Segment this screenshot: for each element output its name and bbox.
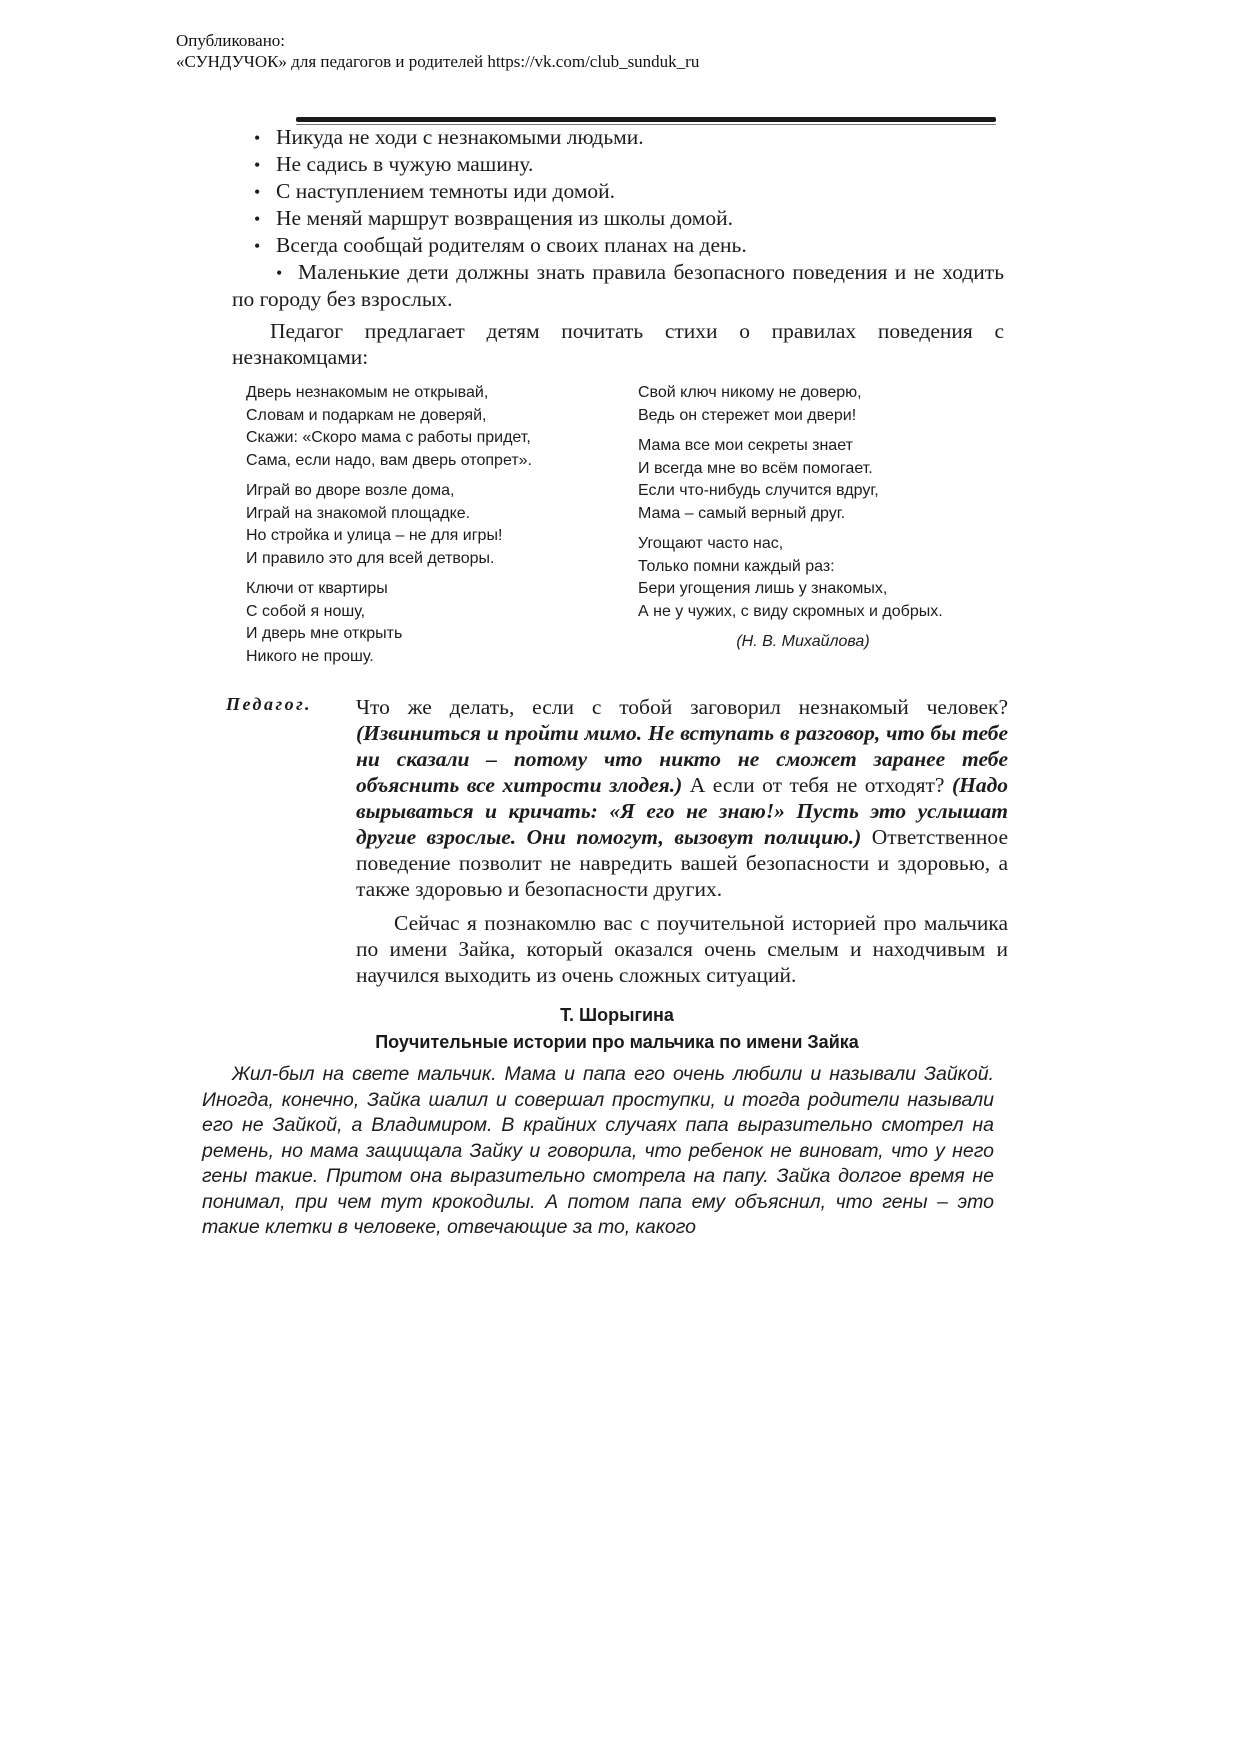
poem-line: Скажи: «Скоро мама с работы придет, (246, 429, 531, 446)
rule-text: Всегда сообщай родителям о своих планах на день. (276, 233, 747, 257)
list-item (232, 205, 1004, 232)
poem-column-right (638, 382, 1008, 654)
bullet-icon: • (254, 236, 261, 256)
poem-line: Играй во дворе возле дома, (246, 482, 455, 499)
stanza (638, 533, 1008, 623)
stanza (246, 382, 586, 472)
poem-line: Свой ключ никому не доверю, (638, 384, 862, 401)
speaker-label: Педагог. (226, 694, 313, 714)
poem-line: Мама – самый верный друг. (638, 504, 846, 522)
header-published-label: Опубликовано: (176, 31, 286, 50)
story-heading (226, 1002, 1008, 1056)
story-text: Жил-был на свете мальчик. Мама и папа его очень любили и называли Зайкой. Иногда, конечно, Зайка шалил и совершал проступки, и тогда родители называли его не Зайкой, а Владимиром. В крайних случаях папа выразительно смотрел на ремень, но мама защищала Зайку и говорила, что ребенок не виноват, что у него гены такие. Притом она выразительно смотрела на папу. Зайка долгое время не понимал, при чем тут крокодилы. А потом папа ему объяснил, что гены – это такие клетки в человеке, отвечающие за то, какого (202, 1063, 994, 1238)
poem-line: Но стройка и улица – не для игры! (246, 527, 503, 544)
rule-text: Не меняй маршрут возвращения из школы домой. (276, 206, 734, 230)
poem-author: (Н. В. Михайлова) (736, 633, 870, 650)
rule-text: Никуда не ходи с незнакомыми людьми. (276, 125, 644, 149)
poem-line: Сама, если надо, вам дверь отопрет». (246, 451, 532, 469)
poems-intro: Педагог предлагает детям почитать стихи о правилах поведения с незнакомцами: (232, 319, 1004, 369)
bullet-icon: • (254, 128, 261, 148)
rule-text: Не садись в чужую машину. (276, 152, 534, 176)
answer-text: (Надо вырываться и кричать: «Я его не знаю!» Пусть это услышат другие взрослые. Они помогут, вызовут полицию.) (356, 773, 1009, 849)
poem-line: Словам и подаркам не доверяй, (246, 406, 487, 424)
list-item (232, 124, 1004, 151)
stanza (246, 578, 586, 668)
publication-header (176, 30, 699, 72)
poem-line: Бери угощения лишь у знакомых, (638, 580, 888, 597)
list-item (232, 232, 1004, 259)
poem-line: И всегда мне во всём помогает. (638, 459, 873, 477)
rule-text: Маленькие дети должны знать правила безопасного поведения и не ходить по городу без взрослых. (232, 260, 1004, 311)
poem-line: Мама все мои секреты знает (638, 437, 853, 454)
poem-line: Никого не прошу. (246, 647, 374, 665)
stanza (638, 435, 1008, 525)
poem-line: Если что-нибудь случится вдруг, (638, 482, 879, 499)
list-item (232, 151, 1004, 178)
bullet-icon: • (254, 209, 261, 229)
list-item (232, 259, 1004, 312)
list-item (232, 178, 1004, 205)
speech-paragraph: Сейчас я познакомлю вас с поучительной историей про мальчика по имени Зайка, который оказался очень смелым и находчивым и научился выходить из очень сложных ситуаций. (356, 911, 1008, 987)
poem-line: Только помни каждый раз: (638, 557, 835, 575)
story-author: Т. Шорыгина (560, 1005, 674, 1025)
speech-text: Ответственное поведение позволит не навредить вашей безопасности и здоровью, а также здоровью и безопасности других. (356, 825, 1008, 901)
rule-text: С наступлением темноты иди домой. (276, 179, 616, 203)
poem-line: А не у чужих, с виду скромных и добрых. (638, 602, 943, 620)
poem-line: С собой я ношу, (246, 602, 366, 620)
poem-line: Ведь он стережет мои двери! (638, 406, 857, 424)
bullet-icon: • (254, 182, 261, 202)
poem-line: Играй на знакомой площадке. (246, 504, 471, 522)
safety-rules-list (232, 124, 1004, 312)
speech-paragraph (356, 694, 1008, 902)
poem-line: И правило это для всей детворы. (246, 549, 495, 567)
poem-column-left (246, 382, 586, 676)
header-source-line: «СУНДУЧОК» для педагогов и родителей https://vk.com/club_sunduk_ru (176, 52, 700, 71)
top-rule-thick (296, 117, 996, 122)
poem-line: Дверь незнакомым не открывай, (246, 384, 489, 401)
poem-line: Угощают часто нас, (638, 535, 784, 552)
question-text: Что же делать, если с тобой заговорил незнакомый человек? (356, 695, 1008, 719)
stanza (246, 480, 586, 570)
answer-text: (Извиниться и пройти мимо. Не вступать в разговор, что бы тебе ни сказали – потому что никто не сможет заранее тебе объяснить все хитрости злодея.) (356, 721, 1008, 797)
bullet-icon: • (254, 155, 261, 175)
stanza (638, 382, 1008, 427)
bullet-icon: • (276, 263, 283, 283)
story-title: Поучительные истории про мальчика по имени Зайка (375, 1032, 859, 1052)
poem-line: И дверь мне открыть (246, 625, 403, 642)
teacher-speech (356, 694, 1008, 992)
poem-line: Ключи от квартиры (246, 580, 388, 597)
question-text: А если от тебя не отходят? (689, 773, 945, 797)
